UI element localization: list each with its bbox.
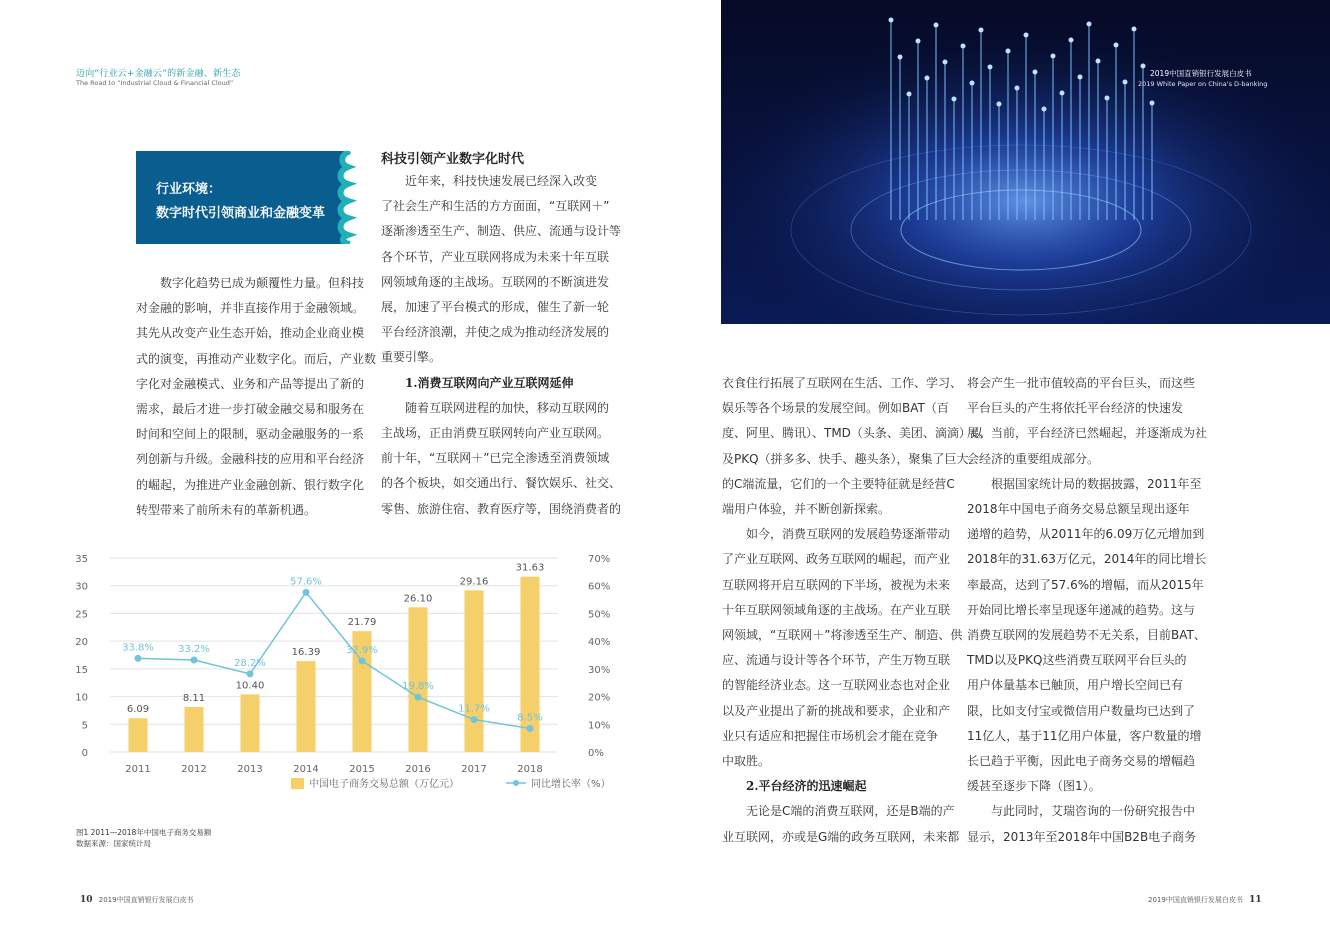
col-a-line-2: 对金融的影响，并非直接作用于金融领域。 — [136, 301, 365, 316]
col-d-p1-line-3: 展。当前，平台经济已然崛起，并逐渐成为社 — [967, 426, 1208, 441]
col-a-line-4: 式的演变，再推动产业数字化。而后，产业数 — [136, 351, 377, 366]
circuit-node — [979, 28, 984, 33]
text-column-a — [136, 271, 377, 523]
x-tick-label: 2018 — [517, 764, 543, 775]
col-b-p2-line-4: 的各个板块，如交通出行、餐饮娱乐、社交、 — [381, 476, 622, 491]
bar — [129, 718, 148, 752]
circuit-node — [1123, 80, 1128, 85]
growth-rate-label: 28.2% — [234, 657, 266, 669]
col-d-p2-line-13: 缓甚至逐步下降（图1）。 — [967, 779, 1101, 794]
growth-rate-point — [471, 716, 478, 723]
col-a-line-1: 数字化趋势已成为颠覆性力量。但科技 — [160, 276, 365, 290]
col-d-p3-line-2: 显示，2013年至2018年中国B2B电子商务 — [967, 829, 1197, 844]
circuit-node — [898, 55, 903, 60]
circuit-node — [1078, 75, 1083, 80]
text-column-b — [381, 169, 622, 522]
white-paper-title-en: 2019 White Paper on China's D-banking — [1138, 80, 1268, 88]
x-tick-label: 2016 — [405, 764, 431, 775]
col-b-p1-line-6: 展，加速了平台模式的形成，催生了新一轮 — [381, 300, 610, 315]
circuit-node — [943, 60, 948, 65]
circuit-node — [934, 23, 939, 28]
col-c-p2-line-9: 业只有适应和把握住市场机会才能在竞争 — [722, 728, 939, 743]
circuit-node — [1069, 38, 1074, 43]
bar — [297, 661, 316, 752]
ecommerce-chart — [70, 548, 620, 808]
col-c-p2-line-4: 十年互联网领域角逐的主战场。在产业互联 — [722, 602, 951, 617]
text-column-c — [722, 371, 983, 850]
running-header-subtitle: The Road to “Industrial Cloud & Financial Cloud” — [76, 79, 234, 87]
section-title: 科技引领产业数字化时代 — [381, 152, 525, 167]
legend-line-label: 同比增长率（%） — [531, 779, 611, 790]
col-d-p2-line-2: 2018年中国电子商务交易总额呈现出逐年 — [967, 502, 1190, 517]
growth-rate-label: 57.6% — [290, 576, 322, 588]
x-tick-label: 2011 — [125, 764, 151, 775]
col-b-p1-line-2: 了社会生产和生活的方方面面，“互联网＋” — [381, 199, 610, 214]
circuit-node — [988, 65, 993, 70]
y-right-tick-label: 40% — [588, 637, 611, 649]
growth-rate-label: 8.5% — [517, 712, 543, 724]
white-paper-title-cn: 2019中国直销银行发展白皮书 — [1150, 69, 1252, 78]
col-d-p2-line-3: 递增的趋势，从2011年的6.09万亿元增加到 — [967, 527, 1205, 542]
col-b-p1-line-1: 近年来，科技快速发展已经深入改变 — [405, 174, 598, 188]
y-left-tick-label: 35 — [75, 554, 88, 565]
x-tick-label: 2013 — [237, 764, 263, 775]
col-d-p2-line-7: 消费互联网的发展趋势不无关系，目前BAT、 — [967, 628, 1206, 643]
y-left-tick-label: 0 — [81, 748, 88, 759]
growth-rate-label: 11.7% — [458, 703, 490, 715]
col-d-p2-line-12: 长已趋于平衡，因此电子商务交易的增幅趋 — [967, 754, 1196, 769]
figure-caption-source: 数据来源：国家统计局 — [76, 839, 151, 848]
y-left-tick-label: 10 — [75, 692, 88, 704]
col-b-p1-line-7: 平台经济浪潮，并使之成为推动经济发展的 — [381, 325, 610, 340]
circuit-board-photo — [721, 0, 1330, 324]
circuit-node — [1132, 27, 1137, 32]
circuit-node — [907, 92, 912, 97]
col-a-line-7: 时间和空间上的限制，驱动金融服务的一系 — [136, 427, 365, 442]
growth-rate-label: 32.9% — [346, 644, 378, 656]
col-b-p1-line-5: 网领域角逐的主战场。互联网的不断演进发 — [381, 274, 610, 289]
footer-left-title: 2019中国直销银行发展白皮书 — [98, 896, 194, 904]
y-right-tick-label: 20% — [588, 692, 611, 704]
circuit-node — [1087, 22, 1092, 27]
col-c-p2-line-1: 如今，消费互联网的发展趋势逐渐带动 — [746, 527, 951, 542]
col-c-p1-line-2: 娱乐等各个场景的发展空间。例如BAT（百 — [722, 401, 949, 416]
text-column-d — [967, 371, 1208, 850]
x-tick-label: 2015 — [349, 764, 375, 775]
col-c-p2-line-3: 互联网将开启互联网的下半场，被视为未来 — [722, 577, 951, 592]
growth-rate-point — [247, 670, 254, 677]
col-c-p3-line-1: 无论是C端的消费互联网，还是B端的产 — [746, 804, 955, 819]
circuit-illustration — [721, 0, 1330, 324]
y-right-tick-label: 0% — [588, 748, 604, 759]
col-c-p2-line-6: 应、流通与设计等各个环节，产生万物互联 — [722, 653, 951, 668]
circuit-node — [952, 97, 957, 102]
subheading-1: 1.消费互联网向产业互联网延伸 — [405, 375, 574, 390]
y-right-tick-label: 10% — [588, 720, 611, 732]
bar-value-label: 16.39 — [291, 647, 321, 659]
y-left-tick-label: 5 — [81, 720, 88, 732]
circuit-node — [1042, 107, 1047, 112]
col-c-p1-line-3: 度、阿里、腾讯）、TMD（头条、美团、滴滴）以 — [722, 426, 983, 441]
col-d-p2-line-11: 11亿人，基于11亿用户体量，客户数量的增 — [967, 728, 1202, 743]
circuit-node — [1096, 59, 1101, 64]
col-a-line-3: 其先从改变产业生态开始，推动企业商业模 — [136, 326, 365, 341]
legend-bar-swatch — [291, 778, 304, 789]
legend-bar-label: 中国电子商务交易总额（万亿元） — [309, 779, 459, 790]
growth-rate-point — [303, 589, 310, 596]
circuit-node — [889, 18, 894, 23]
x-tick-label: 2017 — [461, 764, 487, 775]
subheading-2: 2.平台经济的迅速崛起 — [746, 779, 867, 794]
y-right-tick-label: 60% — [588, 581, 611, 593]
circuit-node — [1105, 96, 1110, 101]
y-left-tick-label: 25 — [75, 609, 88, 621]
col-b-p2-line-1: 随着互联网进程的加快，移动互联网的 — [405, 400, 610, 415]
col-a-line-10: 转型带来了前所未有的革新机遇。 — [136, 502, 317, 517]
banner-scallop-decoration — [326, 151, 364, 244]
col-c-p2-line-2: 了产业互联网、政务互联网的崛起，而产业 — [722, 552, 951, 567]
col-b-p2-line-2: 主战场，正由消费互联网转向产业互联网。 — [381, 426, 610, 441]
col-d-p2-line-1: 根据国家统计局的数据披露，2011年至 — [991, 476, 1202, 491]
y-right-tick-label: 30% — [588, 664, 611, 676]
growth-rate-point — [415, 694, 422, 701]
col-c-p1-line-5: 的C端流量，它们的一个主要特征就是经营C — [722, 476, 955, 491]
y-right-tick-label: 70% — [588, 554, 611, 565]
banner-title-line1: 行业环境： — [156, 182, 222, 197]
bar-value-label: 31.63 — [515, 562, 545, 574]
growth-rate-label: 19.8% — [402, 681, 434, 693]
circuit-node — [925, 76, 930, 81]
col-d-p2-line-10: 限，比如支付宝或微信用户数量均已达到了 — [967, 703, 1196, 718]
col-d-p1-line-1: 将会产生一批市值较高的平台巨头，而这些 — [967, 376, 1196, 390]
col-c-p2-line-7: 的智能经济业态。这一互联网业态也对企业 — [722, 678, 951, 693]
bar — [409, 607, 428, 752]
x-tick-label: 2012 — [181, 764, 207, 775]
bar-value-label: 8.11 — [182, 693, 206, 705]
circuit-node — [1150, 101, 1155, 106]
circuit-node — [1051, 54, 1056, 59]
figure-caption-title: 图1 2011—2018年中国电子商务交易额 — [76, 828, 212, 837]
col-a-line-9: 的崛起，为推进产业金融创新、银行数字化 — [136, 477, 365, 492]
bar-value-label: 21.79 — [347, 617, 377, 629]
figure-caption — [76, 827, 211, 849]
circuit-node — [1114, 43, 1119, 48]
bar — [465, 590, 484, 752]
y-left-tick-label: 30 — [75, 581, 88, 593]
circuit-node — [1006, 49, 1011, 54]
banner-title-line2: 数字时代引领商业和金融变革 — [156, 206, 326, 221]
growth-rate-point — [191, 656, 198, 663]
bar-value-label: 29.16 — [459, 576, 489, 588]
y-right-tick-label: 50% — [588, 609, 611, 621]
col-d-p1-line-2: 平台巨头的产生将依托平台经济的快速发 — [967, 401, 1184, 416]
col-d-p3-line-1: 与此同时，艾瑞咨询的一份研究报告中 — [991, 804, 1196, 819]
col-c-p1-line-4: 及PKQ（拼多多、快手、趣头条），聚集了巨大 — [722, 451, 969, 466]
circuit-node — [997, 102, 1002, 107]
growth-rate-label: 33.2% — [178, 643, 210, 655]
running-header-title: 迈向“行业云+金融云”的新金融、新生态 — [76, 69, 241, 79]
page-number-left: 10 — [80, 895, 93, 905]
col-c-p1-line-1: 衣食住行拓展了互联网在生活、工作、学习、 — [722, 376, 963, 390]
circuit-node — [1024, 33, 1029, 38]
y-left-tick-label: 20 — [75, 637, 88, 649]
y-left-tick-label: 15 — [75, 664, 88, 676]
circuit-node — [961, 44, 966, 49]
circuit-node — [1141, 64, 1146, 69]
footer-left — [76, 895, 194, 905]
circuit-node — [1015, 86, 1020, 91]
col-a-line-6: 需求，最后才进一步打破金融交易和服务在 — [136, 402, 365, 417]
footer-right-title: 2019中国直销银行发展白皮书 — [1148, 896, 1243, 904]
col-b-p2-line-3: 前十年，“互联网＋”已完全渗透至消费领域 — [381, 451, 610, 466]
bar — [241, 694, 260, 752]
bar-value-label: 10.40 — [235, 680, 265, 692]
col-b-p2-line-5: 零售、旅游住宿、教育医疗等，围绕消费者的 — [381, 501, 622, 516]
bar-value-label: 26.10 — [403, 593, 433, 605]
col-d-p2-line-4: 2018年的31.63万亿元，2014年的同比增长 — [967, 552, 1207, 567]
section-banner — [136, 151, 364, 244]
bar — [185, 707, 204, 752]
page-number-right: 11 — [1249, 895, 1262, 905]
col-b-p1-line-8: 重要引擎。 — [381, 350, 442, 365]
growth-rate-label: 33.8% — [122, 642, 154, 654]
col-d-p2-line-6: 开始同比增长率呈现逐年递减的趋势。这与 — [967, 602, 1196, 617]
col-b-p1-line-4: 各个环节，产业互联网将成为未来十年互联 — [381, 249, 610, 264]
footer-right — [1148, 895, 1266, 905]
bar-value-label: 6.09 — [126, 704, 150, 716]
col-a-line-8: 列创新与升级。金融科技的应用和平台经济 — [136, 452, 365, 467]
col-c-p3-line-2: 业互联网，亦或是G端的政务互联网，未来都 — [722, 829, 960, 844]
circuit-node — [970, 81, 975, 86]
col-c-p1-line-6: 端用户体验，并不断创新探索。 — [722, 502, 891, 517]
circuit-node — [1033, 70, 1038, 75]
col-c-p2-line-10: 中取胜。 — [722, 754, 771, 769]
col-c-p2-line-8: 以及产业提出了新的挑战和要求，企业和产 — [722, 703, 951, 718]
col-b-p1-line-3: 逐渐渗透至生产、制造、供应、流通与设计等 — [381, 224, 622, 239]
col-c-p2-line-5: 网领域，“互联网＋”将渗透至生产、制造、供 — [722, 628, 963, 643]
x-tick-label: 2014 — [293, 764, 319, 775]
growth-rate-point — [135, 655, 142, 662]
circuit-node — [1060, 91, 1065, 96]
growth-rate-point — [359, 657, 366, 664]
col-a-line-5: 字化对金融模式、业务和产品等提出了新的 — [136, 376, 365, 391]
col-d-p1-line-4: 会经济的重要组成部分。 — [967, 451, 1100, 466]
growth-rate-point — [527, 725, 534, 732]
col-d-p2-line-9: 用户体量基本已触顶，用户增长空间已有 — [967, 678, 1184, 693]
col-d-p2-line-8: TMD以及PKQ这些消费互联网平台巨头的 — [967, 653, 1187, 668]
legend-line-marker — [513, 780, 519, 786]
circuit-node — [916, 39, 921, 44]
col-d-p2-line-5: 率最高，达到了57.6%的增幅，而从2015年 — [967, 577, 1204, 592]
